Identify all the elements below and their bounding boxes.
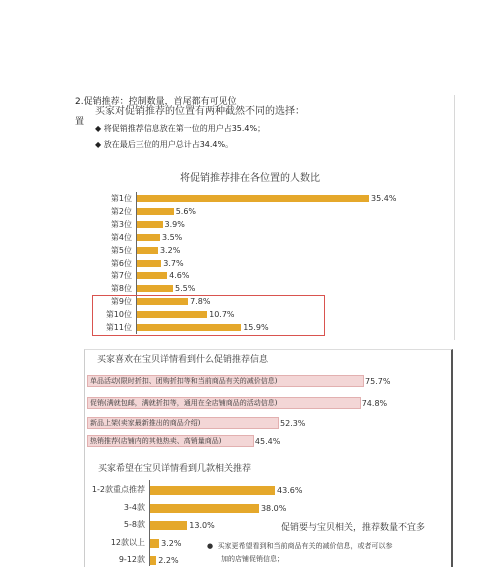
chart1-bar bbox=[137, 260, 161, 267]
chart2-category-label: 新品上架(卖家最新推出的商品介绍) bbox=[90, 419, 201, 427]
chart1-category-label: 第11位 bbox=[105, 323, 132, 332]
chart1-bar bbox=[137, 285, 173, 292]
chart3-value-label: 3.2% bbox=[161, 538, 182, 548]
chart1-value-label: 15.9% bbox=[243, 323, 269, 332]
chart1-category-label: 第3位 bbox=[110, 219, 132, 229]
chart1-value-label: 5.6% bbox=[175, 206, 197, 216]
chart1-value-label: 3.5% bbox=[161, 232, 183, 242]
bullet-dot-icon: ● bbox=[207, 542, 218, 550]
chart2-value-label: 74.8% bbox=[361, 399, 388, 408]
bullet-2 bbox=[95, 141, 233, 149]
chart3-category-label: 1-2款重点推荐 bbox=[91, 485, 145, 494]
chart3-bar bbox=[150, 539, 159, 548]
chart2-category-label: 热销推荐(店铺内的其他热卖、高销量商品) bbox=[90, 437, 222, 445]
chart1-value-label: 35.4% bbox=[371, 194, 397, 203]
chart1-title: 将促销推荐排在各位置的人数比 bbox=[180, 173, 320, 184]
chart1-value-label: 3.9% bbox=[164, 219, 185, 229]
chart1-category-label: 第9位 bbox=[110, 297, 132, 307]
section-subtitle: 买家对促销推荐的位置有两种截然不同的选择： bbox=[95, 106, 305, 117]
chart2-title: 买家喜欢在宝贝详情看到什么促销推荐信息 bbox=[97, 355, 269, 365]
chart1-value-label: 4.6% bbox=[169, 271, 190, 281]
chart1-value-label: 5.5% bbox=[175, 284, 196, 294]
chart3-category-label: 12款以上 bbox=[110, 537, 145, 547]
chart1-category-label: 第5位 bbox=[110, 245, 132, 255]
chart1-bar bbox=[137, 272, 167, 279]
chart3-bar bbox=[150, 556, 156, 565]
note-bullet-text1: 买家更希望看到和当前商品有关的减价信息，或者可以参 bbox=[217, 542, 393, 550]
chart2-plot bbox=[86, 372, 446, 452]
chart1-value-label: 7.8% bbox=[190, 297, 211, 307]
chart1-category-label: 第1位 bbox=[110, 194, 132, 203]
chart1-bar bbox=[137, 208, 174, 215]
bullet-dot-icon: ◆ bbox=[95, 140, 104, 149]
section-title: 2.促销推荐：控制数量，首尾都有可见位 bbox=[75, 97, 237, 107]
chart3-value-label: 43.6% bbox=[277, 486, 303, 495]
chart1-category-label: 第8位 bbox=[110, 284, 132, 294]
chart2-value-label: 45.4% bbox=[254, 437, 281, 446]
chart1-bar bbox=[137, 247, 158, 254]
bullet-dot-icon: ◆ bbox=[95, 124, 104, 133]
chart1-highlight-box bbox=[92, 295, 325, 336]
chart1-bar bbox=[137, 234, 160, 241]
chart1-value-label: 3.2% bbox=[159, 245, 181, 255]
bullet-1 bbox=[95, 125, 265, 133]
chart3-value-label: 38.0% bbox=[260, 503, 287, 513]
chart1-value-label: 10.7% bbox=[209, 310, 235, 320]
chart3-value-label: 2.2% bbox=[158, 556, 179, 565]
chart1-plot bbox=[86, 192, 416, 337]
chart1-category-label: 第2位 bbox=[110, 206, 132, 216]
chart3-bar bbox=[150, 521, 187, 530]
chart3-category-label: 5-8款 bbox=[123, 520, 145, 529]
chart3-category-label: 3-4款 bbox=[123, 502, 145, 512]
chart3-bar bbox=[150, 486, 275, 495]
bullet-2-text: 放在最后三位的用户总计占34.4%。 bbox=[103, 140, 234, 149]
chart2-value-label: 52.3% bbox=[279, 419, 306, 428]
bullet-1-text: 将促销推荐信息放在第一位的用户占35.4%； bbox=[103, 124, 266, 133]
note-heading: 促销要与宝贝相关，推荐数量不宜多 bbox=[281, 523, 426, 533]
chart1-bar bbox=[137, 221, 163, 228]
chart3-title: 买家希望在宝贝详情看到几款相关推荐 bbox=[98, 464, 252, 474]
note-bullet-line1 bbox=[207, 543, 393, 550]
chart1-category-label: 第7位 bbox=[110, 271, 132, 281]
section-title-wrap: 置 bbox=[75, 117, 85, 127]
chart1-category-label: 第6位 bbox=[110, 258, 132, 268]
chart1-category-label: 第10位 bbox=[105, 310, 132, 320]
chart3-category-label: 9-12款 bbox=[118, 555, 145, 564]
chart3-value-label: 13.0% bbox=[189, 521, 215, 530]
chart1-category-label: 第4位 bbox=[110, 232, 132, 242]
chart2-value-label: 75.7% bbox=[365, 377, 391, 386]
chart2-category-label: 促销(满就包邮，满就折扣等，通用在全店铺商品的活动信息) bbox=[90, 399, 278, 407]
chart3-bar bbox=[150, 504, 259, 513]
chart2-category-label: 单品活动(限时折扣、团购折扣等和当前商品有关的减价信息) bbox=[90, 377, 278, 385]
chart1-bar bbox=[137, 195, 369, 202]
chart1-value-label: 3.7% bbox=[163, 258, 184, 268]
note-bullet-line2: 加的店铺促销信息； bbox=[221, 555, 284, 563]
